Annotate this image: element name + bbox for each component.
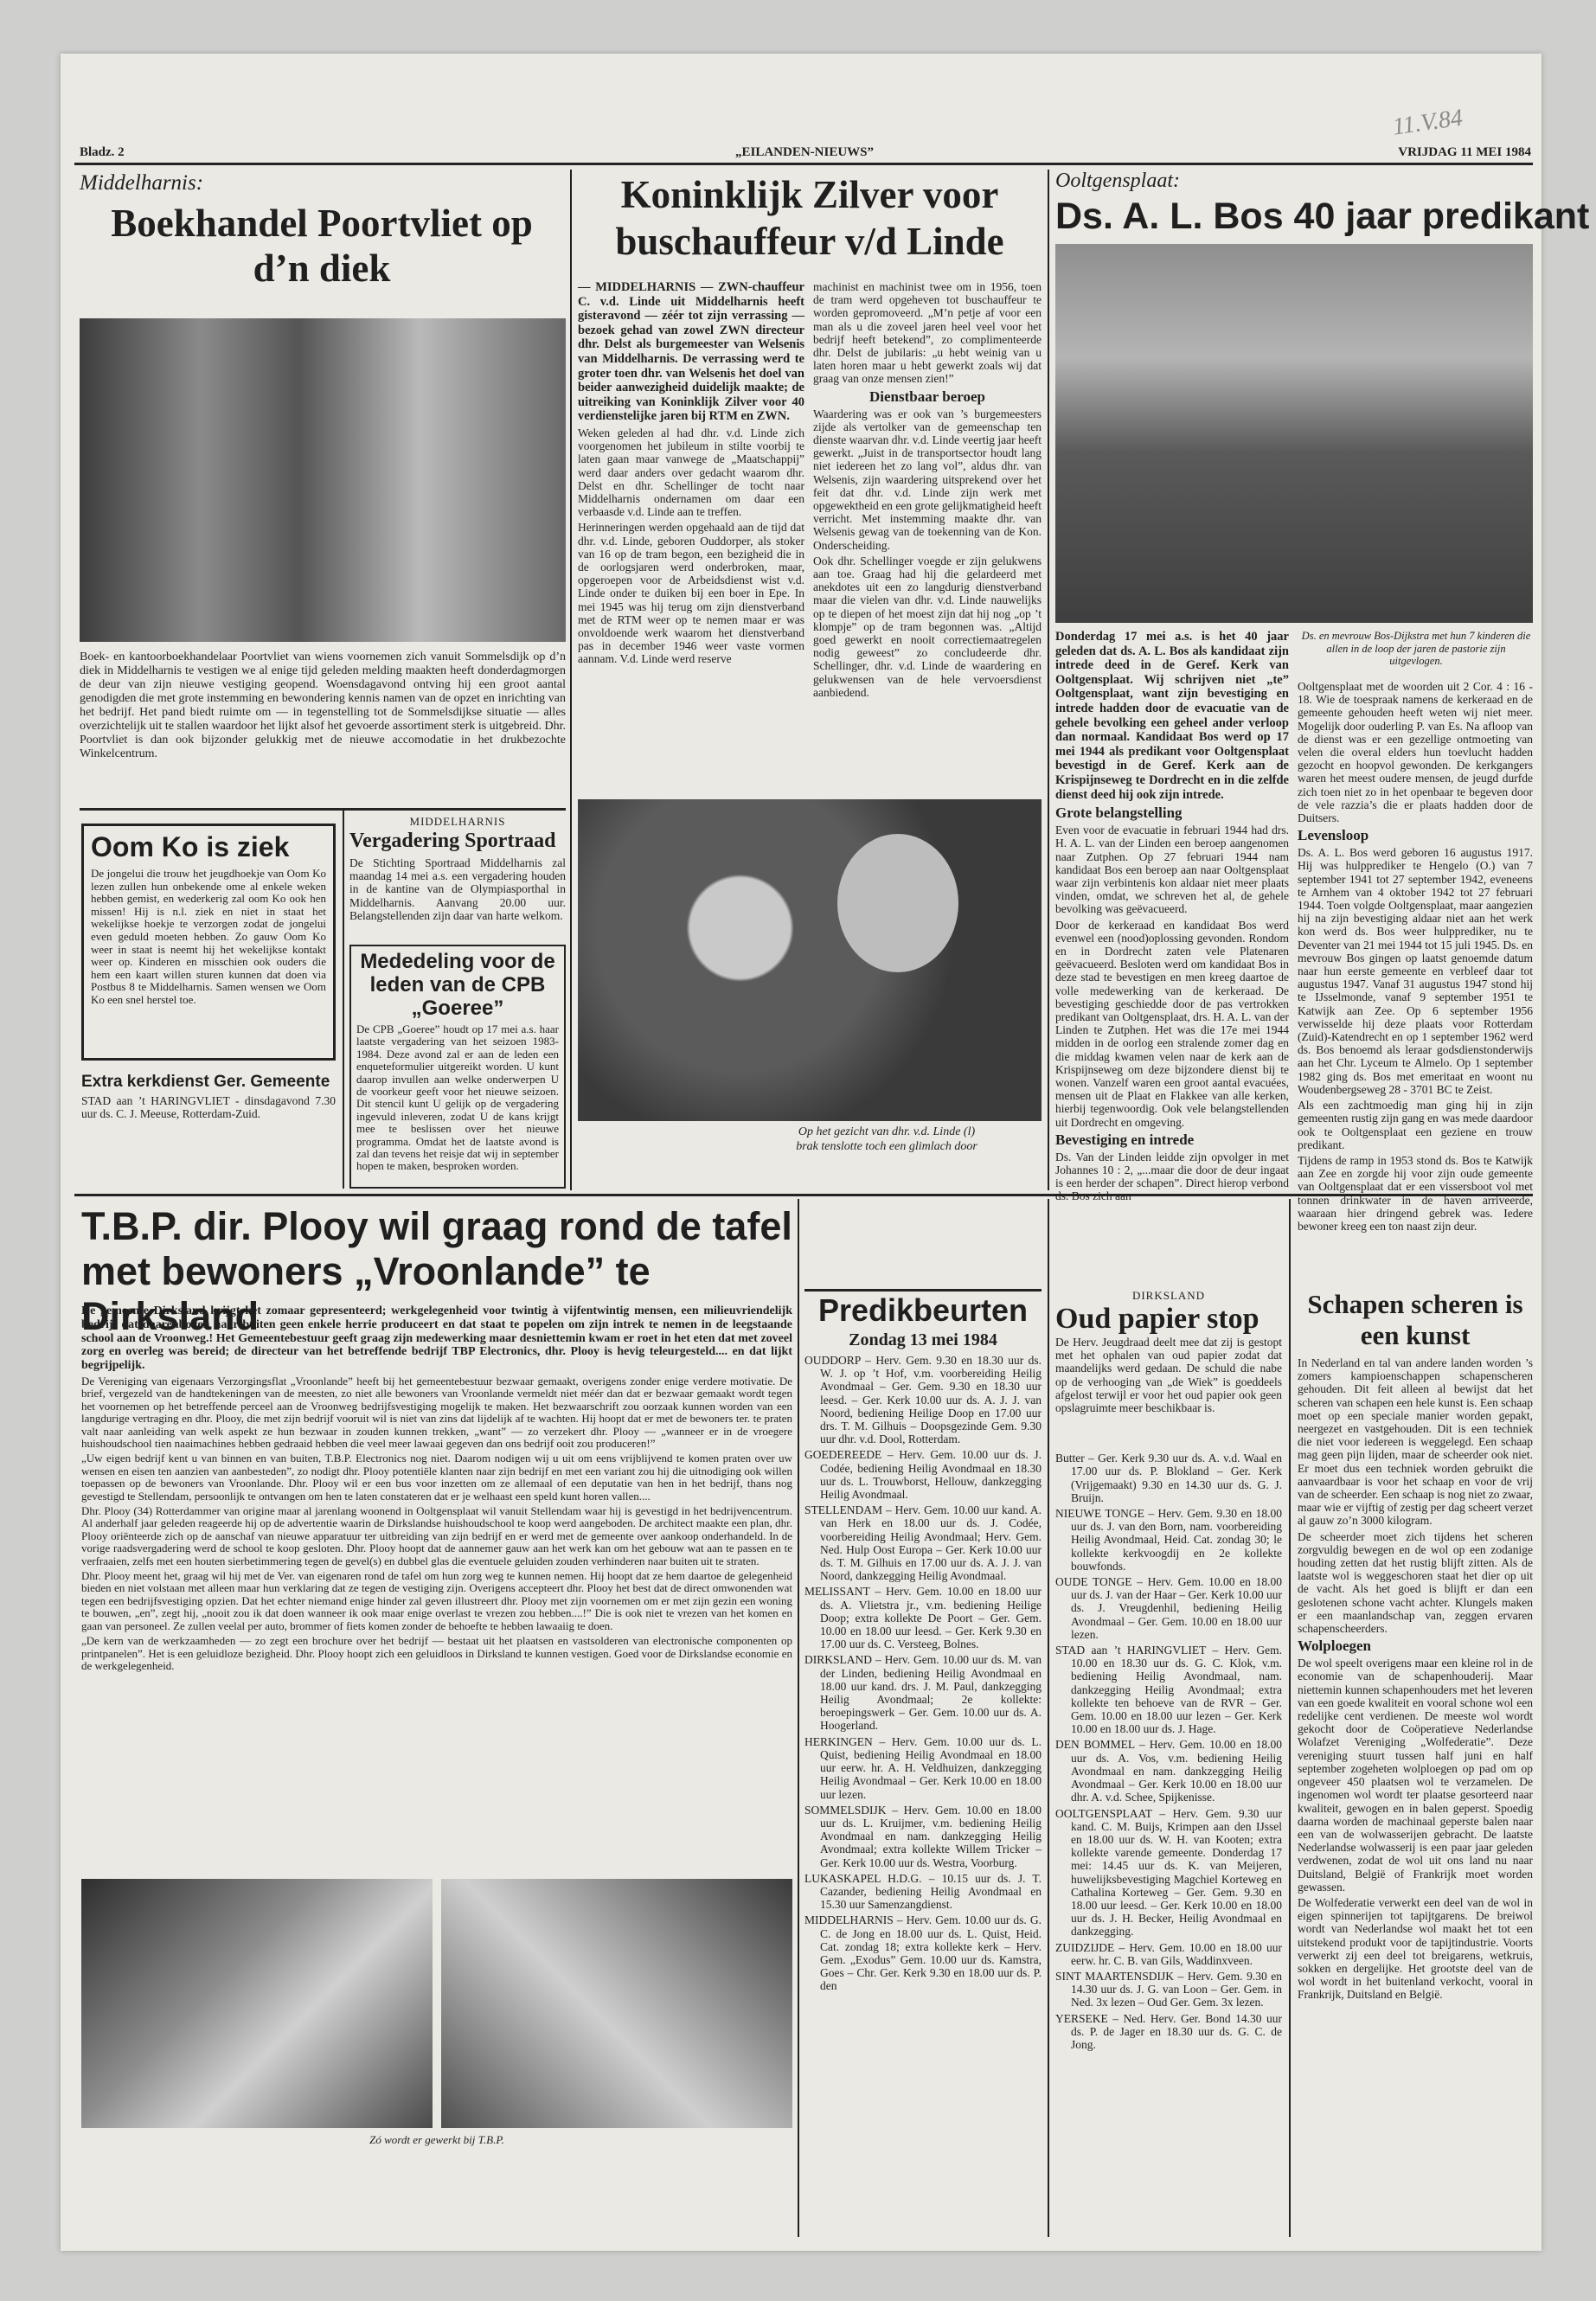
boekhandel-body: Boek- en kantoorboekhandelaar Poortvliet van wiens voornemen zich vanuit Sommelsdijk op d’n diek in Middelharnis te vestigen we al enige tijd geleden melding maakten heeft donderdagmorgen de deur van zijn nieuwe vestiging geopend. Woensdagavond ontving hij een groot aantal genodigden die met grote instemming en bewondering kennis namen van de opzet en inrichting van het bedrijf. Het pand biedt ruimte om — in tegenstelling tot de Sommelsdijkse situatie — alles overzichtelijk uit te stallen waardoor het lijkt alsof het gevoerde assortiment sterk is uitgebreid. Dhr. Poortvliet is dan ook bijzonder gelukkig met de nieuwe accomodatie in het drukbezochte Winkelcentrum.: [80, 651, 566, 760]
zilver-p1: Weken geleden al had dhr. v.d. Linde zich voorgenomen het jubileum in stilte voorbij te laten gaan maar vanwege de „Maatschappij” werd daar anders over gedacht waarom dhr. Delst en dhr. Schellinger de tocht naar Middelharnis ondernamen om daar een verbaasde v.d. Linde aan te treffen.: [578, 426, 804, 519]
family-caption: Ds. en mevrouw Bos-Dijkstra met hun 7 kinderen die allen in de loop der jaren de pastorie zijn uitgevlogen.: [1301, 630, 1531, 667]
column-rule: [570, 170, 572, 1190]
handshake-photo: [578, 799, 1042, 1121]
bos-subhead-2: Bevestiging en intrede: [1055, 1131, 1195, 1148]
column-rule: [798, 1199, 799, 2237]
newspaper-page: [61, 54, 1590, 2251]
schapen-column: [1298, 1289, 1533, 2240]
church-entry: SINT MAARTENSDIJK – Herv. Gem. 9.30 en 14.30 uur ds. J. G. van Loon – Ger. Gem. in Ned. 3x lezen – Oud Ger. Gem. 3x lezen.: [1055, 1969, 1282, 2009]
tbp-p2: „Uw eigen bedrijf kent u van binnen en van buiten, T.B.P. Electronics nog niet. Daarom nodigen wij u uit om eens vrijblijvend te komen praten over uw wensen en eisen ten aanzien van aanbesteden”, zo nodigt dhr. Plooy potentiële klanten naar zijn bedrijf en met een variant zou hij die uitnodiging ook willen toepassen op de bewoners van Vroonlande. Dhr. Plooy wil er een bus voor inzetten om ze allemaal of een deputatie van hen in het bedrijf, thans nog gevestigd te Stellendam, persoonlijk te ontvangen om hen te laten constateren dat er je welhaast een speld kunt horen vallen....: [81, 1452, 792, 1503]
zilver-lead: — MIDDELHARNIS — ZWN-chauffeur C. v.d. Linde uit Middelharnis heeft gisteravond — zéér tot zijn verrassing — bezoek gehad van zowel ZWN directeur dhr. Delst als burgemeester van Welsenis van Middelharnis. De verrassing werd te groter toen dhr. van Welsenis het doel van beider aanwezigheid duidelijk maakte; de uitreiking van Koninklijk Zilver voor 40 verdienstelijke jaren bij RTM en ZWN.: [578, 280, 804, 424]
church-entry: STELLENDAM – Herv. Gem. 10.00 uur kand. A. van Herk en 18.00 uur ds. J. Codée, voorbereiding Heilig Avondmaal; Herv. Gem. Ned. Hulp Oost Europa – Ger. Kerk 10.00 uur ds. T. M. Gilhuis en 17.00 uur ds. A. J. J. van Noord, dankzegging Heilig Avondmaal.: [804, 1503, 1042, 1583]
church-entry: STAD aan ’t HARINGVLIET – Herv. Gem. 10.00 en 18.30 uur ds. G. C. Klok, v.m. bediening Heilig Avondmaal, nam. dankzegging Heilig Avondmaal; extra kollekte ten behoeve van de RVR – Ger. Gem. 10.00 en 18.00 uur lezen – Ger. Kerk 10.00 en 18.00 uur ds. J. Hage.: [1055, 1644, 1282, 1736]
oom-ko-box: [81, 824, 336, 1061]
predikbeurten-list-1: [804, 1354, 1042, 1993]
papier-column: [1055, 1289, 1282, 2240]
church-entry: ZUIDZIJDE – Herv. Gem. 10.00 en 18.00 uur eerw. hr. C. B. van Gils, Waddinxveen.: [1055, 1940, 1282, 1967]
boekhandel-headline: Boekhandel Poortvliet op d’n diek: [111, 202, 533, 290]
schapen-p2: De scheerder moet zich tijdens het scheren zorgvuldig bewegen en de wol op een zodanige houding zetten dat het rustig blijft zitten. Als de laatste wol is weggeschoren staat het dier op uit de vacht. Als het goed is blijft er dan een geslotenen schone vacht achter. Klungels maken er een maanlandschap van, zeggen ervaren schapenscheerders.: [1298, 1529, 1533, 1636]
bos-column-2: [1298, 680, 1533, 1233]
handshake-caption: Op het gezicht van dhr. v.d. Linde (l) brak tenslotte toch een glimlach door: [796, 1125, 977, 1153]
bos-p3: Ds. Van der Linden leidde zijn opvolger in met Johannes 10 : 2, „...maar die door de deur ingaat is een herder der schapen”. Direct hierop verbond ds. Bos zich aan: [1055, 1150, 1289, 1203]
page-number: Bladz. 2: [80, 145, 125, 159]
zilver-p4: Waardering was er ook van ’s burgemeesters zijde als vertolker van de gemeenschap ten dienste waarvan dhr. v.d. Linde veertig jaar heeft gewerkt. „Juist in de transportsector houdt lang niet iedereen het zo lang vol”, aldus dhr. van Welsenis, zijn waardering uitsprekend over het feit dat dhr. v.d. Linde zijn werk met opgewektheid en een grote gelijkmatigheid heeft verricht. Met instemming maakte dhr. van Welsenis gewag van de toekenning van de Kon. Onderscheiding.: [813, 407, 1042, 552]
sportraad-headline: Vergadering Sportraad: [349, 830, 556, 852]
kerkdienst-body: STAD aan ’t HARINGVLIET - dinsdagavond 7.30 uur ds. C. J. Meeuse, Rotterdam-Zuid.: [81, 1094, 336, 1121]
bos-lead: Donderdag 17 mei a.s. is het 40 jaar geleden dat ds. A. L. Bos als kandidaat zijn intrede deed in de Geref. Kerk van Ooltgensplaat. Wij schrijven niet „te” Ooltgensplaat, want zijn bevestiging en intrede hadden door de evacuatie van de gehele bevolking een geheel ander verloop dan normaal. Kandidaat Bos werd op 17 mei 1944 als predikant voor Ooltgensplaat bevestigd in de Geref. Kerk aan de Krispijnseweg te Dordrecht en in die zelfde dienst deed hij ook zijn intrede.: [1055, 630, 1289, 802]
column-rule: [1048, 1199, 1049, 2237]
zilver-p5: Ook dhr. Schellinger voegde er zijn gelukwens aan toe. Graag had hij die gelardeerd met anekdotes uit een zo langdurig dienstverband maar die vielen van dhr. v.d. Linde nauwelijks op te diepen of het moest zijn dat hij nog „op ’t klompje” op de tram begonnen was. „Altijd goed gewerkt en nooit correctiemaatregelen nodig geweest” zo concludeerde dhr. Schellinger, dhr. v.d. Linde de waardering en gelukwensen van de hele vervoersdienst aanbiedend.: [813, 554, 1042, 699]
tbp-p4: Dhr. Plooy meent het, graag wil hij met de Ver. van eigenaren rond de tafel om hun zorg weg te kunnen nemen. Hij hoopt dat ze hem daartoe de gelegenheid bieden en niet volstaan met alleen maar hun verklaring dat ze tegen de vestiging zijn. Overigens accepteert dhr. Plooy het best dat de direct omwonenden wat tegen een bedrijfsvestiging opzien. Dat het echter niemand enige hinder zal geven illustreert dhr. Plooy met zijn voornemen om er met zijn gezin een woning te bouwen, „en”, zegt hij, „nooit zou ik dat doen wanneer ik ook maar enige overlast te vrezen zou hebben....!” Die is ook niet te vrezen van het komen en gaan van personeel. Ze zullen veelal per auto, brommer of fiets komen zonder de behoefte te hebben lawaaiig te doen.: [81, 1569, 792, 1632]
papier-body: De Herv. Jeugdraad deelt mee dat zij is gestopt met het ophalen van oud papier zodat dat maandelijks werd gedaan. De schuld die nabe op de verhooging van „de Wiek” is goeddeels afgelost terwijl er voor het oud papier ook geen opslagruimte meer beschikbaar is.: [1055, 1336, 1282, 1415]
cpb-box: [349, 945, 566, 1189]
tbp-lead: De gemeente Dirksland krijgt het zomaar gepresenteerd; werkgelegenheid voor twintig à vijfentwintig mensen, een milieuvriendelijk bedrijf dat daarenboven naar buiten geen enkele herrie produceert en dat staat te popelen om zijn intrek te nemen in de leegstaande school aan de Vroonweg.! Het Gemeentebestuur geeft graag zijn medewerking maar desniettemin kwam er roet in het eten dat met zoveel zorg en overleg was bereid; de directeur van het betreffende bedrijf TBP Electronics, dhr. Plooy is hevig teleurgesteld.... en dat lijkt begrijpelijk.: [81, 1304, 792, 1373]
masthead-rule: [74, 163, 1533, 165]
bos-p5: Ds. A. L. Bos werd geboren 16 augustus 1917. Hij was hulpprediker te Hengelo (O.) van 7 september 1941 tot 27 september 1942, eveneens te Arnhem van 4 oktober 1942 tot 27 februari 1944. Toen volgde Ooltgensplaat, maar aangezien hij na zijn bevestiging aldaar niet aan het werk kon werd ds. Bos weer hulpprediker, nu te Deventer van 21 mei 1944 tot 15 juli 1945. Ds. en mevrouw Bos gingen op laatst genoemde datum naar hun eerste gemeente en verbleef daar tot augustus 1947. Vanaf 31 augustus 1947 stond hij te IJsselmonde, vanaf 9 september 1951 te Katwijk aan Zee. Op 6 september 1956 verwisselde hij deze plaats voor Rotterdam (Zuid)-Katendrecht en op 1 september 1962 werd ds. Bos benoemd als leraar godsdienstonderwijs aan het Chr. Lyceum te Almelo. Op 1 september 1982 ging ds. Bos met emeritaat en woont nu Woudenbergseweg 28 - 3701 BC te Zeist.: [1298, 846, 1533, 1096]
church-entry: HERKINGEN – Herv. Gem. 10.00 uur ds. L. Quist, bediening Heilig Avondmaal en 18.00 uur eerw. hr. A. H. Veldhuizen, dankzegging Heilig Avondmaal – Ger. Kerk 10.00 en 18.00 uur lezen.: [804, 1734, 1042, 1801]
sportraad-body: De Stichting Sportraad Middelharnis zal maandag 14 mei a.s. een vergadering houden in de kantine van de Olympiasporthal in Middelharnis. Aanvang 20.00 uur. Belangstellenden zijn daar van harte welkom.: [349, 856, 566, 922]
bos-p4: Ooltgensplaat met de woorden uit 2 Cor. 4 : 16 - 18. Wie de toespraak namens de kerkeraad en de gemeente gehouden heeft weten wij niet meer. Mogelijk door ouderling P. van Es. Na afloop van de dienst was er een gezellige ontmoeting van velen die overal elders hun toevlucht hadden gezocht en hoopvol gewonden. De kerkgangers waren het meest oudere mensen, de jeugd durfde zich toen niet zo in het openbaar te begeven door de vele razzia’s die er plaats hadden door de Duitsers.: [1298, 680, 1533, 825]
zilver-headline: Koninklijk Zilver voor buschauffeur v/d Linde: [615, 173, 1004, 263]
schapen-p1: In Nederland en tal van andere landen worden ’s zomers kampioenschappen schapenscheren gehouden. Dit feit alleen al bewijst dat het scheren van schapen een hele kunst is. Een schaap moet op een speciale manier worden gepakt, neergezet en vastgehouden. Dit is een techniek die niet voor iedereen is weggelegd. Een schaap mag geen pijn lijden, maar de scheerder ook niet. Er moet dus een techniek worden gebruikt die aanvaardbaar is voor het schaap en voor de vrij van de scheerder. Een schaap is nog niet zo zwaar, maar wie er vijftig of zestig per dag scheert verzet al gauw zo’n 3000 kilogram.: [1298, 1356, 1533, 1528]
bos-kicker: Ooltgensplaat:: [1055, 170, 1180, 192]
zilver-column-2: [813, 280, 1042, 791]
church-entry: DEN BOMMEL – Herv. Gem. 10.00 en 18.00 uur ds. A. Vos, v.m. bediening Heilig Avondmaal en nam. dankzegging Heilig Avondmaal – Ger. Kerk 10.00 en 18.00 uur dhr. A. v.d. Schee, Spijkenisse.: [1055, 1738, 1282, 1804]
column-rule: [1048, 170, 1049, 1190]
zilver-subhead: Dienstbaar beroep: [869, 388, 985, 405]
bos-p7: Tijdens de ramp in 1953 stond ds. Bos te Katwijk aan Zee en zorgde hij voor zijn oude gemeente van Ooltgensplaat dat er een vissersboot vol met tonnen drinkwater in de haven arriveerde, waaraan hier dringend gebrek was. Iedere bewoner kreeg een ton naast zijn deur.: [1298, 1153, 1533, 1233]
church-entry: GOEDEREEDE – Herv. Gem. 10.00 uur ds. J. Codée, bediening Heilig Avondmaal en 18.30 uur ds. L. Trouwborst, Hellouw, dankzegging Heilig Avondmaal.: [804, 1448, 1042, 1502]
church-entry: OUDE TONGE – Herv. Gem. 10.00 en 18.00 uur ds. J. van der Haar – Ger. Kerk 10.00 uur ds. J. Vreugdenhil, bediening Heilig Avondmaal – Ger. Gem. 10.00 en 18.00 uur lezen.: [1055, 1575, 1282, 1641]
church-entry: NIEUWE TONGE – Herv. Gem. 9.30 en 18.00 uur ds. J. van den Born, nam. voorbereiding Heilig Avondmaal, Heid. Cat. zondag 30; le kollekte kerkvoogdij en 2e kollekte bouwfonds.: [1055, 1507, 1282, 1573]
church-entry: SOMMELSDIJK – Herv. Gem. 10.00 en 18.00 uur ds. L. Kruijmer, v.m. bediening Heilig Avondmaal en nam. dankzegging Heilig Avondmaal; extra kollekte Willem Tricker – Ger. Kerk 10.00 uur ds. Westra, Voorburg.: [804, 1803, 1042, 1869]
tbp-p5: „De kern van de werkzaamheden — zo zegt een brochure over het bedrijf — bestaat uit het plaatsen en vastsolderen van electronische componenten op printpanelen”. Het is een geluidloze bezigheid. Dhr. Plooy hoopt zich een geluidloos in Dirksland te kunnen vestigen. Goed voor de Dirkslandse economie en de werkgelegenheid.: [81, 1634, 792, 1672]
tbp-photo-right: [441, 1879, 792, 2128]
bos-p2: Door de kerkeraad en kandidaat Bos werd evenwel een (nood)oplossing gevonden. Rondom en in Dordrecht zaten vele Platenaren geëvacueerd. Besloten werd om kandidaat Bos in deze stad te bevestigen en men kreeg daartoe de volle medewerking van de kerkeraad. De bevestiging geschiedde door de pas vertrokken predikant van Ooltgensplaat, drs. H. A. L. van der Linden te Zutphen. Het was die 17e mei 1944 midden in de oorlog een stralende zomer dag en die middag kwamen velen naar de kerk aan de Krispijnseweg om deze bijzondere dienst bij te wonen. Vanzelf waren een groot aantal evacuées, mensen uit de Plaat en Flakkee van alle kerken, hierbij tegenwoordig. Ook vele belangstellenden uit Dordrecht en omgeving.: [1055, 918, 1289, 1129]
tbp-photo-left: [81, 1879, 433, 2128]
papier-kicker: DIRKSLAND: [1131, 1289, 1206, 1302]
predikbeurten-headline: Predikbeurten: [804, 1289, 1042, 1328]
column-rule: [343, 808, 344, 1189]
tbp-body: [81, 1304, 792, 1872]
predikbeurten-date: Zondag 13 mei 1984: [849, 1330, 997, 1349]
bos-headline: Ds. A. L. Bos 40 jaar predikant: [1055, 195, 1590, 237]
tbp-headline: T.B.P. dir. Plooy wil graag rond de tafel met bewoners „Vroonlande” te Dirksland: [81, 1204, 792, 1338]
column-rule: [1289, 1199, 1291, 2237]
bos-p1: Even voor de evacuatie in februari 1944 had drs. H. A. L. van der Linden een beroep aangenomen naar Zutphen. Op 27 februari 1944 nam kandidaat Bos een beroep aan naar Ooltgensplaat waar zijn verbintenis kon aldaar niet meer plaats vinden, omdat, we schreven het al, de gehele bevolking was geëvacueerd.: [1055, 824, 1289, 916]
oom-ko-headline: Oom Ko is ziek: [91, 831, 290, 862]
cpb-body: De CPB „Goeree” houdt op 17 mei a.s. haar laatste vergadering van het seizoen 1983-1984. Deze avond zal er aan de leden een enqueteformulier uitgereikt worden. U kunt daarop invullen aan welke onderwerpen U de voorkeur geeft voor het nieuwe seizoen. Dit stencil kunt U gelijk op de vergadering ingevuld inleveren, zodat U de kans krijgt mee te beslissen over het nieuwe programma. Omdat het de laatste avond is zal dan tevens het reisje dat wij in september hopen te maken, besproken worden.: [356, 1022, 559, 1173]
zilver-p3: machinist en machinist twee om in 1956, toen de tram werd opgeheven tot buschauffeur te worden gepromoveerd. „M’n petje af voor een man als u die zoveel jaren heel veel voor het bedrijf heeft betekend”, zo complimenteerde dhr. Delst de jubilaris: „u hebt weinig van u laten horen maar u hebt gewerkt zoals wij dat graag van onze mensen zien!”: [813, 280, 1042, 386]
papier-headline: Oud papier stop: [1055, 1303, 1259, 1335]
family-photo: [1055, 244, 1533, 623]
bos-column-1: [1055, 630, 1289, 1203]
bos-p6: Als een zachtmoedig man ging hij in zijn gemeenten rustig zijn gang en was mede daardoor ook te Ooltgensplaat een geziene en trouw predikant.: [1298, 1099, 1533, 1151]
boekhandel-kicker: Middelharnis:: [80, 171, 204, 195]
church-entry: YERSEKE – Ned. Herv. Ger. Bond 14.30 uur ds. P. de Jager en 18.30 uur ds. G. C. de Jong.: [1055, 2011, 1282, 2051]
predikbeurten-list-2: [1055, 1452, 1282, 2051]
schapen-subhead: Wolploegen: [1298, 1638, 1372, 1655]
kerkdienst-headline: Extra kerkdienst Ger. Gemeente: [81, 1073, 330, 1091]
zilver-column-1: [578, 280, 804, 791]
church-entry: LUKASKAPEL H.D.G. – 10.15 uur ds. J. T. Cazander, bediening Heilig Avondmaal en 15.30 uur Samenzangdienst.: [804, 1871, 1042, 1912]
tbp-p3: Dhr. Plooy (34) Rotterdammer van origine maar al jarenlang woonend in Ooltgensplaat wil vanuit Stellendam waar hij is gevestigd in het bedrijvencentrum. Al anderhalf jaar geleden reageerde hij op de advertentie waarin de Dirkslandse huishoudschool te koop werd aangeboden. De architect maakte een plan, dhr. Plooy oriënteerde zich op de aanschaf van nieuwe apparatuur ter uitbreiding van zijn bedrijf en er werd met de gemeente over aankoop onderhandeld. In de vorige raadsvergadering werd de school te koop gesloten. Dhr. Plooy hoopt dat de aannemer gauw aan het werk kan om het gebouw wat aan te passen en te verfraaien, zelfs met een houten sierbetimmering tegen de gevel(s) en dubbel glas die eventuele geluiden zouden verhinderen naar buiten uit te straten.: [81, 1504, 792, 1567]
church-entry: MELISSANT – Herv. Gem. 10.00 en 18.00 uur ds. A. Vlietstra jr., v.m. bediening Heilige Doop; extra kollekte De Poort – Ger. Gem. 10.00 en 18.00 uur leesd. – Ger. Kerk 9.30 en 17.00 uur ds. C. Versteeg, Bolnes.: [804, 1585, 1042, 1651]
church-entry: MIDDELHARNIS – Herv. Gem. 10.00 uur ds. G. C. de Jong en 18.00 uur ds. L. Quist, Heid. Cat. zondag 18; extra kollekte kerk – Herv. Gem. „Exodus” Gem. 10.00 uur ds. Kamstra, Goes – Chr. Ger. Kerk 9.30 en 18.00 uur ds. P. den: [804, 1913, 1042, 1993]
zilver-p2: Herinneringen werden opgehaald aan de tijd dat dhr. v.d. Linde, geboren Ouddorper, als stoker van 16 op de tram begon, een bezigheid die in de oorlogsjaren werd onderbroken, maar, opgeroepen voor de Arbeidsdienst wist v.d. Linde onder te duiken bij een boer in Epe. In mei 1945 was hij terug om zijn dienstverband met de RTM weer op te nemen maar er was onvoldoende werk waarom het dienstverband pas in december 1946 weer vaste vormen aannam. V.d. Linde werd reserve: [578, 521, 804, 666]
tbp-caption: Zó wordt er gewerkt bij T.B.P.: [369, 2133, 504, 2146]
church-entry: DIRKSLAND – Herv. Gem. 10.00 uur ds. M. van der Linden, bediening Heilig Avondmaal en 18.00 uur kand. drs. J. M. Paul, dankzegging Heilig Avondmaal; 2e kollekte: beroepingswerk – Ger. Gem. 10.00 uur ds. A. Hoogerland.: [804, 1653, 1042, 1733]
handwritten-date: 11.V.84: [1390, 104, 1465, 141]
church-entry: Butter – Ger. Kerk 9.30 uur ds. A. v.d. Waal en 17.00 uur ds. P. Blokland – Ger. Kerk (Vrijgemaakt) 9.30 en 14.30 uur ds. G. J. Bruijn.: [1055, 1452, 1282, 1504]
paper-name: „EILANDEN-NIEUWS”: [734, 145, 875, 159]
bos-subhead-1: Grote belangstelling: [1055, 804, 1183, 822]
oom-ko-body: De jongelui die trouw het jeugdhoekje van Oom Ko lezen zullen hun onbekende ome al enkele weken hebben gemist, en wederkerig zal oom Ko ook hen missen! Hij is n.l. ziek en niet in staat het wekelijkse hoekje te verzorgen zodat de jongelui even geduld moeten hebben. Zo gauw Oom Ko weer in staat is neemt hij het wekelijkse kontakt weer op. Kinderen en misschien ook ouders die hem een kaart willen sturen kunnen dat doen via Postbus 8 te Middelharnis. Samen wensen we Oom Ko een snel herstel toe.: [91, 867, 326, 1006]
tbp-p1: De Vereniging van eigenaars Verzorgingsflat „Vroonlande” heeft bij het gemeentebestuur bezwaar gemaakt, overigens zonder enige verdere motivatie. De brief, vergezeld van de handtekeningen van de meesten, zo niet alle bewoners van Vroonlande vermeldt niet méér dan dat er bezwaar gemaakt wordt tegen het voornemen op het betreffende perceel aan de Vroonweg bedrijfsvestiging mogelijk te maken. Het bezwaarschrift zou oorzaak kunnen worden van een langdurige vertraging en dhr. Plooy, die met zijn bedrijf vooruit wil is niet van zins dat lijdelijk af te wachten. Hij hoopt dat er met de bewoners ter. te praten valt naar aanleiding van welk aspekt ze hun bezwaar in zouden kunnen trekken, „want” — zo verzekert dhr. Plooy — „wanneer er in de vroegere huishoudschool tien naaimachines hebben gedraaid hebben die veel meer lawaai gegeven dan ons bedrijf ooit zou produceren!”: [81, 1374, 792, 1451]
schapen-headline: Schapen scheren is een kunst: [1307, 1289, 1523, 1350]
schapen-p3: De wol speelt overigens maar een kleine rol in de economie van de schapenhouderij. Maar niettemin kunnen schapenhouders met het leveren van een goede kwaliteit en vooral schone wol een redelijke cent verdienen. De meeste wol wordt gekocht door de Coöperatieve Nederlandse Wolafzet Vereniging „Wolfederatie”. Deze vereniging stuurt tussen half juni en half september zogeheten wolploegen op pad om op ongeveer 450 plaatsen wol te verzamelen. De ingenomen wol wordt ter plaatse gesorteerd naar kwaliteit, gewogen en in balen geperst. Spoedig daarna worden de machinaal geperste balen naar een van de wolwasserijen gebracht. De laatste Nederlandse wolwasserij is een paar jaar geleden verdwenen, zodat de wol uit ons land nu naar Duitsland, België of Frankrijk moet worden gewassen.: [1298, 1657, 1533, 1894]
cpb-headline: Mededeling voor de leden van de CPB „Goeree”: [360, 950, 555, 1020]
predikbeurten-column: [804, 1289, 1042, 2240]
boekhandel-body-column: [80, 651, 566, 803]
bos-subhead-3: Levensloop: [1298, 827, 1369, 844]
issue-date: VRIJDAG 11 MEI 1984: [1398, 145, 1531, 159]
church-entry: OUDDORP – Herv. Gem. 9.30 en 18.30 uur ds. W. J. op ’t Hof, v.m. voorbereiding Heilig Avondmaal – Ger. Gem. 9.30 en 18.30 uur leesd. – Ger. Kerk 10.00 uur ds. A. J. J. van Noord, bediening Heilige Doop en 17.00 uur drs. T. M. Gilhuis – Doopsgezinde Gem. 9.30 uur dhr. v.d. Dool, Rotterdam.: [804, 1354, 1042, 1446]
church-entry: OOLTGENSPLAAT – Herv. Gem. 9.30 uur kand. C. M. Buijs, Krimpen aan den IJssel en 18.00 uur ds. W. H. van Kooten; extra kollekte varende gemeente. Donderdag 17 mei: 14.45 uur ds. K. van Meijeren, huwelijksbevestiging Magchiel Korteweg en Cathalina Korteweg – Ger. Gem. 9.30 en 18.00 uur leesd. – Ger. Kerk 10.00 en 18.00 uur ds. J. H. Becker, Heilig Avondmaal en dankzegging.: [1055, 1806, 1282, 1939]
kerkdienst-article: [81, 1073, 336, 1185]
ornament-rule: [80, 808, 566, 811]
schapen-p4: De Wolfederatie verwerkt een deel van de wol in eigen spinnerijen tot tapijtgarens. De breiwol wordt van Nederlandse wol maakt het tot een uitstekend produkt voor de tapijtindustrie. Voorts verwerkt zij een deel tot breigarens, wetkruis, sokken en dergelijke. Het grootste deel van de wol wordt in het buitenland verkocht, vooral in Frankrijk, Duitsland en België.: [1298, 1895, 1533, 2002]
bookstore-photo: [80, 318, 566, 642]
sportraad-kicker: MIDDELHARNIS: [409, 815, 506, 828]
